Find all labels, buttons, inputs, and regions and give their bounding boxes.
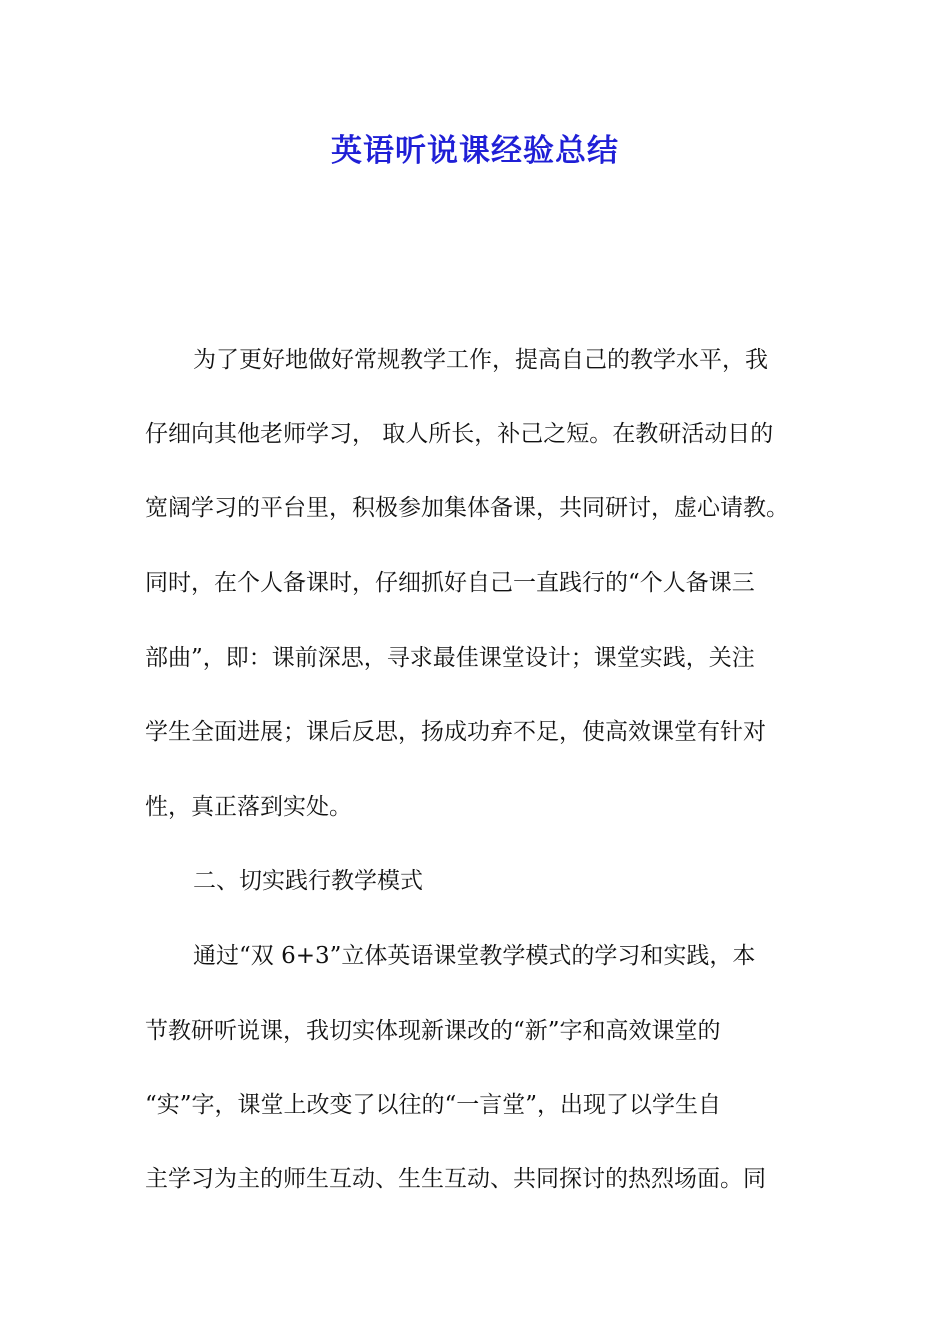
paragraph-line: 节教研听说课，我切实体现新课改的“新”字和高效课堂的 — [145, 1018, 721, 1044]
paragraph-line: 同时，在个人备课时，仔细抓好自己一直践行的“个人备课三 — [145, 570, 755, 596]
paragraph-line: 通过“双 6+3”立体英语课堂教学模式的学习和实践，本 — [193, 943, 756, 969]
paragraph-line: 仔细向其他老师学习， 取人所长，补己之短。在教研活动日的 — [145, 421, 774, 447]
paragraph-line: 宽阔学习的平台里，积极参加集体备课，共同研讨，虚心请教。 — [145, 495, 789, 521]
paragraph-line: 主学习为主的师生互动、生生互动、共同探讨的热烈场面。同 — [145, 1166, 766, 1192]
paragraph-line: “实”字，课堂上改变了以往的“一言堂”，出现了以学生自 — [145, 1092, 722, 1118]
paragraph-line: 学生全面进展；课后反思，扬成功弃不足，使高效课堂有针对 — [145, 719, 766, 745]
paragraph-line: 部曲”，即：课前深思，寻求最佳课堂设计；课堂实践，关注 — [145, 645, 755, 671]
section-heading: 二、切实践行教学模式 — [193, 868, 423, 894]
document-title: 英语听说课经验总结 — [331, 133, 619, 169]
paragraph-line: 为了更好地做好常规教学工作，提高自己的教学水平，我 — [193, 347, 768, 373]
paragraph-line: 性，真正落到实处。 — [145, 794, 352, 820]
